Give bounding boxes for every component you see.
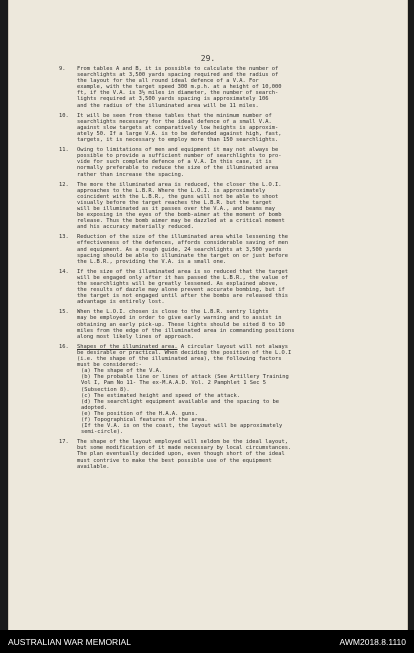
paragraph (59, 309, 371, 339)
paragraph (59, 269, 371, 306)
text-line: against slow targets at comparatively low heights is approxim- (77, 124, 279, 131)
paragraph-number: 13. (59, 234, 69, 241)
text-line: The plan eventually decided upon, even though short of the ideal (77, 451, 285, 458)
text-line: visually before the target reaches the L.B.R. but the target (77, 199, 272, 206)
text-line: If the size of the illuminated area is so reduced that the target (77, 268, 288, 275)
text-line: effectiveness of the defences, affords considerable saving of men (77, 240, 288, 247)
text-line: ately 50. If a large V.A. is to be defended against high, fast, (77, 130, 282, 137)
text-line: From tables A and B, it is possible to calculate the number of (77, 66, 279, 72)
list-item: (d) The searchlight equipment available and the spacing to be (81, 398, 279, 405)
paragraph (59, 66, 371, 109)
text-line: Reduction of the size of the illuminated area while lessening the (77, 234, 288, 241)
text-line: along most likely lines of approach. (77, 333, 194, 340)
text-line: must be considered:- (77, 362, 142, 369)
text-line: (i.e. the shape of the illuminated area), the following factors (77, 356, 282, 363)
text-line: Shapes of the illuminated area. A circular layout will not always (77, 343, 288, 350)
text-line: release. Thus the bomb aimer may be dazzled at a critical moment (77, 218, 285, 225)
page-number: 29. (200, 54, 216, 63)
text-line: When the L.O.I. chosen is close to the L.B.R. sentry lights (77, 309, 269, 316)
paragraph-number: 17. (59, 439, 69, 446)
list-item: (If the V.A. is on the coast, the layout will be approximately (81, 423, 283, 430)
footer-institution: AUSTRALIAN WAR MEMORIAL (8, 637, 131, 647)
paragraph-number: 10. (59, 112, 69, 119)
text-line: possible to provide a sufficient number of searchlights to pro- (77, 153, 282, 160)
text-line: rather than increase the spacing. (77, 171, 185, 178)
text-line: example, with the target speed 300 m.p.h. at a height of 10,000 (77, 84, 282, 91)
text-line: Owing to limitations of men and equipment it may not always be (77, 147, 279, 154)
paragraph (59, 234, 371, 264)
paragraph (59, 147, 371, 177)
list-item: (e) The position of the H.A.A. guns. (81, 410, 198, 417)
text-line: and the radius of the illuminated area will be 11 miles. (77, 102, 259, 109)
document-body (59, 66, 371, 474)
text-line: lights required at 3,500 yards spacing is approximately 106 (77, 96, 269, 103)
text-line: will be illuminated as it passes over the V.A., and beams may (77, 205, 275, 212)
list-item: (f) Topographical features of the area. (81, 416, 208, 423)
text-line: will be engaged only after it has passed the L.B.R., the value of (77, 274, 288, 281)
text-line: and his accuracy materially reduced. (77, 224, 194, 231)
document-page (8, 0, 408, 630)
text-line: obtaining an early pick-up. These lights should be sited 8 to 10 (77, 321, 285, 328)
text-line: the target is not engaged until after the bombs are released this (77, 293, 288, 300)
text-line: vide for such complete defence of a V.A. In this case, it is (77, 159, 272, 166)
paragraph-number: 11. (59, 147, 69, 154)
text-line: normally preferable to reduce the size of the illuminated area (77, 165, 279, 172)
text-line: searchlights at 3,500 yards spacing required and the radius of (77, 72, 279, 79)
text-line: but some modification of it made necessary by local circumstances. (77, 445, 292, 452)
text-line: approaches to the L.B.R. Where the L.O.I. is approximately (77, 187, 266, 194)
footer-accession-number: AWM2018.8.1110 (339, 637, 406, 647)
paragraph (59, 113, 371, 143)
text-line: must contrive to make the best possible use of the equipment (77, 457, 272, 464)
paragraph-number: 9. (59, 66, 66, 72)
list-item: Vol I, Pam No 11- The ex-M.A.A.D. Vol. 2 Pamphlet 1 Sec 5 (81, 380, 266, 387)
text-line: and equipment. As a rough guide, 24 searchlights at 3,500 yards (77, 246, 282, 253)
footer-bar (0, 630, 414, 653)
text-line: ft, if the V.A. is 3½ miles in diameter, the number of search- (77, 90, 279, 97)
paragraph (59, 439, 371, 469)
text-line: be desirable or practical. When deciding the position of the L.O.I (77, 349, 292, 356)
list-item: adopted. (81, 404, 107, 411)
paragraph-number: 12. (59, 181, 69, 188)
list-item: (Subsection 8). (81, 386, 130, 393)
text-line: the results of dazzle may alone prevent accurate bombing, but if (77, 287, 285, 294)
list-item: (a) The shape of the V.A. (81, 368, 163, 375)
paragraph (59, 182, 371, 231)
text-line: coincident with the L.B.R., the guns will not be able to shoot (77, 193, 279, 200)
text-line: the searchlights will be greatly lessened. As explained above, (77, 281, 279, 287)
text-line: miles from the edge of the illuminated area in commanding positions (77, 327, 295, 334)
text-line: be exposing in the eyes of the bomb-aimer at the moment of bomb (77, 212, 282, 219)
paragraph-number: 14. (59, 268, 69, 275)
text-line: targets, it is necessary to employ more than 150 searchlights. (77, 137, 279, 144)
list-item: (c) The estimated height and speed of the attack. (81, 392, 241, 399)
text-line: searchlights necessary for the ideal defence of a small V.A. (77, 118, 272, 125)
text-line: The more the illuminated area is reduced, the closer the L.O.I. (77, 181, 282, 188)
text-line: the layout for the all round ideal defence of a V.A. For (77, 78, 259, 85)
text-line: It will be seen from these tables that the minimum number of (77, 112, 272, 119)
list-item: (b) The probable line or lines of attack (See Artillery Training (81, 374, 289, 381)
list-item: semi-circle). (81, 429, 124, 436)
text-line: the L.B.R., providing the V.A. is a small one. (77, 258, 227, 265)
text-line: available. (77, 463, 110, 470)
paragraph (59, 344, 371, 435)
paragraph-number: 16. (59, 343, 69, 350)
text-line: The shape of the layout employed will seldom be the ideal layout, (77, 439, 288, 446)
paragraph-number: 15. (59, 309, 69, 316)
text-line: advantage is entirely lost. (77, 299, 165, 306)
text-line: may be employed in order to give early warning and to assist in (77, 315, 282, 322)
text-line: spacing should be able to illuminate the target on or just before (77, 252, 288, 259)
